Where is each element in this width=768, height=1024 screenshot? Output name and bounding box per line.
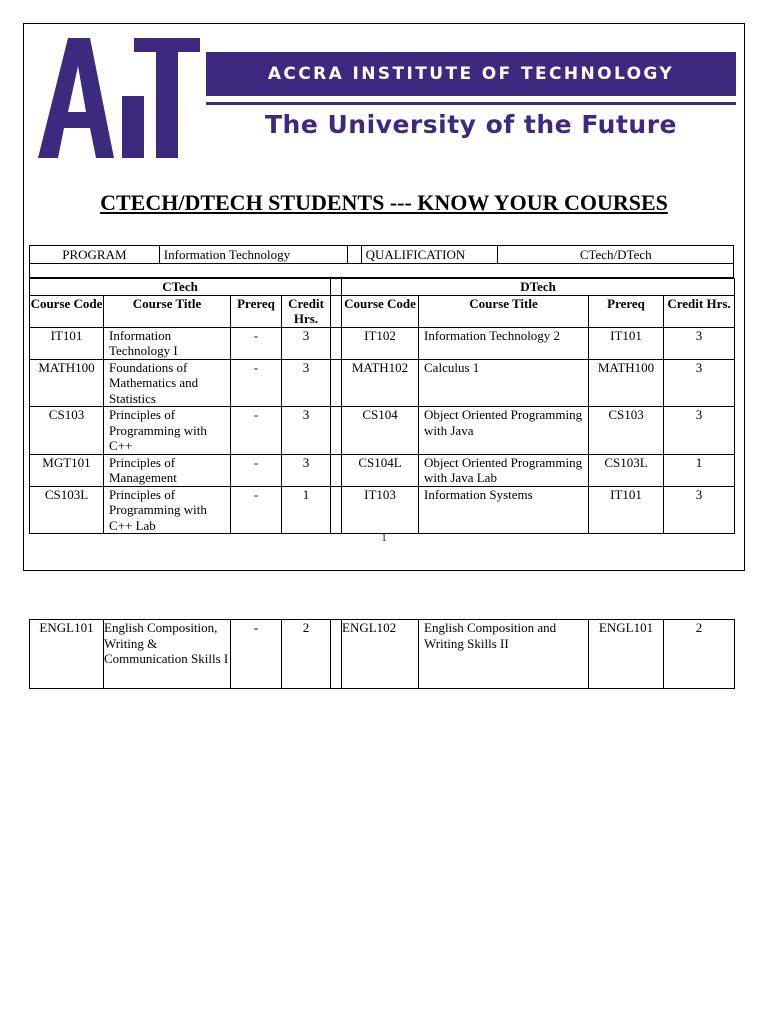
- gap-cell: [331, 454, 342, 486]
- course-prereq: IT101: [589, 327, 664, 359]
- course-title: Calculus 1: [419, 359, 589, 407]
- gap-cell: [331, 295, 342, 327]
- course-prereq: MATH100: [589, 359, 664, 407]
- course-credit: 1: [282, 486, 331, 534]
- course-code: MATH102: [342, 359, 419, 407]
- dtech-heading: DTech: [342, 279, 735, 296]
- course-title: Object Oriented Programming with Java: [419, 407, 589, 455]
- course-prereq: -: [231, 486, 282, 534]
- ctech-col-credit: Credit Hrs.: [282, 295, 331, 327]
- gap-cell: [331, 620, 342, 689]
- tagline: The University of the Future: [265, 109, 677, 139]
- course-title: Information Systems: [419, 486, 589, 534]
- course-title: Principles of Programming with C++: [104, 407, 231, 455]
- course-title: Information Technology 2: [419, 327, 589, 359]
- gap-cell: [331, 486, 342, 534]
- course-credit: 3: [664, 486, 735, 534]
- course-credit: 3: [282, 359, 331, 407]
- gap-cell: [331, 279, 342, 296]
- course-title: Object Oriented Programming with Java Lab: [419, 454, 589, 486]
- course-code: MGT101: [30, 454, 104, 486]
- dtech-col-title: Course Title: [419, 295, 589, 327]
- page-title: CTECH/DTECH STUDENTS --- KNOW YOUR COURSES: [100, 190, 668, 215]
- institution-banner: [206, 52, 736, 96]
- qualification-value: CTech/DTech: [498, 246, 734, 264]
- table-row: [30, 620, 735, 689]
- course-prereq: -: [231, 407, 282, 455]
- program-label: PROGRAM: [30, 246, 160, 264]
- course-code: ENGL101: [30, 620, 104, 689]
- course-credit: 3: [664, 327, 735, 359]
- course-prereq: -: [231, 359, 282, 407]
- course-prereq: IT101: [589, 486, 664, 534]
- course-credit: 3: [282, 454, 331, 486]
- courses-table: [29, 278, 735, 534]
- course-code: IT103: [342, 486, 419, 534]
- course-code: CS104: [342, 407, 419, 455]
- course-title: English Composition, Writing & Communication Skills I: [104, 620, 231, 689]
- course-prereq: CS103: [589, 407, 664, 455]
- table-row: [30, 327, 735, 359]
- qualification-label: QUALIFICATION: [361, 246, 498, 264]
- course-code: MATH100: [30, 359, 104, 407]
- course-code: IT101: [30, 327, 104, 359]
- ctech-heading: CTech: [30, 279, 331, 296]
- course-prereq: -: [231, 620, 282, 689]
- course-prereq: -: [231, 327, 282, 359]
- gap-cell: [331, 359, 342, 407]
- course-credit: 3: [664, 359, 735, 407]
- courses-table-continued: [29, 619, 735, 689]
- course-credit: 3: [282, 327, 331, 359]
- course-code: IT102: [342, 327, 419, 359]
- gap-cell: [331, 407, 342, 455]
- course-credit: 1: [664, 454, 735, 486]
- course-credit: 3: [664, 407, 735, 455]
- dtech-col-prereq: Prereq: [589, 295, 664, 327]
- course-prereq: -: [231, 454, 282, 486]
- course-code: CS104L: [342, 454, 419, 486]
- course-code: CS103L: [30, 486, 104, 534]
- course-credit: 2: [664, 620, 735, 689]
- course-title: Principles of Programming with C++ Lab: [104, 486, 231, 534]
- gap-cell: [331, 327, 342, 359]
- spacer-row: [29, 263, 734, 278]
- course-credit: 3: [282, 407, 331, 455]
- ait-logo: [38, 36, 208, 160]
- gap-cell: [347, 246, 361, 264]
- page-number: 1: [381, 533, 387, 544]
- course-title: Information Technology I: [104, 327, 231, 359]
- program-value: Information Technology: [159, 246, 347, 264]
- course-prereq: CS103L: [589, 454, 664, 486]
- course-code: ENGL102: [342, 620, 419, 689]
- course-title: Principles of Management: [104, 454, 231, 486]
- dtech-col-credit: Credit Hrs.: [664, 295, 735, 327]
- dtech-col-code: Course Code: [342, 295, 419, 327]
- ctech-col-title: Course Title: [104, 295, 231, 327]
- table-row: [30, 454, 735, 486]
- course-code: CS103: [30, 407, 104, 455]
- institution-name: ACCRA INSTITUTE OF TECHNOLOGY: [267, 64, 675, 84]
- course-title: Foundations of Mathematics and Statistics: [104, 359, 231, 407]
- course-credit: 2: [282, 620, 331, 689]
- program-table: [29, 245, 734, 264]
- ctech-col-prereq: Prereq: [231, 295, 282, 327]
- course-title: English Composition and Writing Skills II: [419, 620, 589, 689]
- course-prereq: ENGL101: [589, 620, 664, 689]
- table-row: [30, 407, 735, 455]
- table-row: [30, 359, 735, 407]
- ctech-col-code: Course Code: [30, 295, 104, 327]
- table-row: [30, 486, 735, 534]
